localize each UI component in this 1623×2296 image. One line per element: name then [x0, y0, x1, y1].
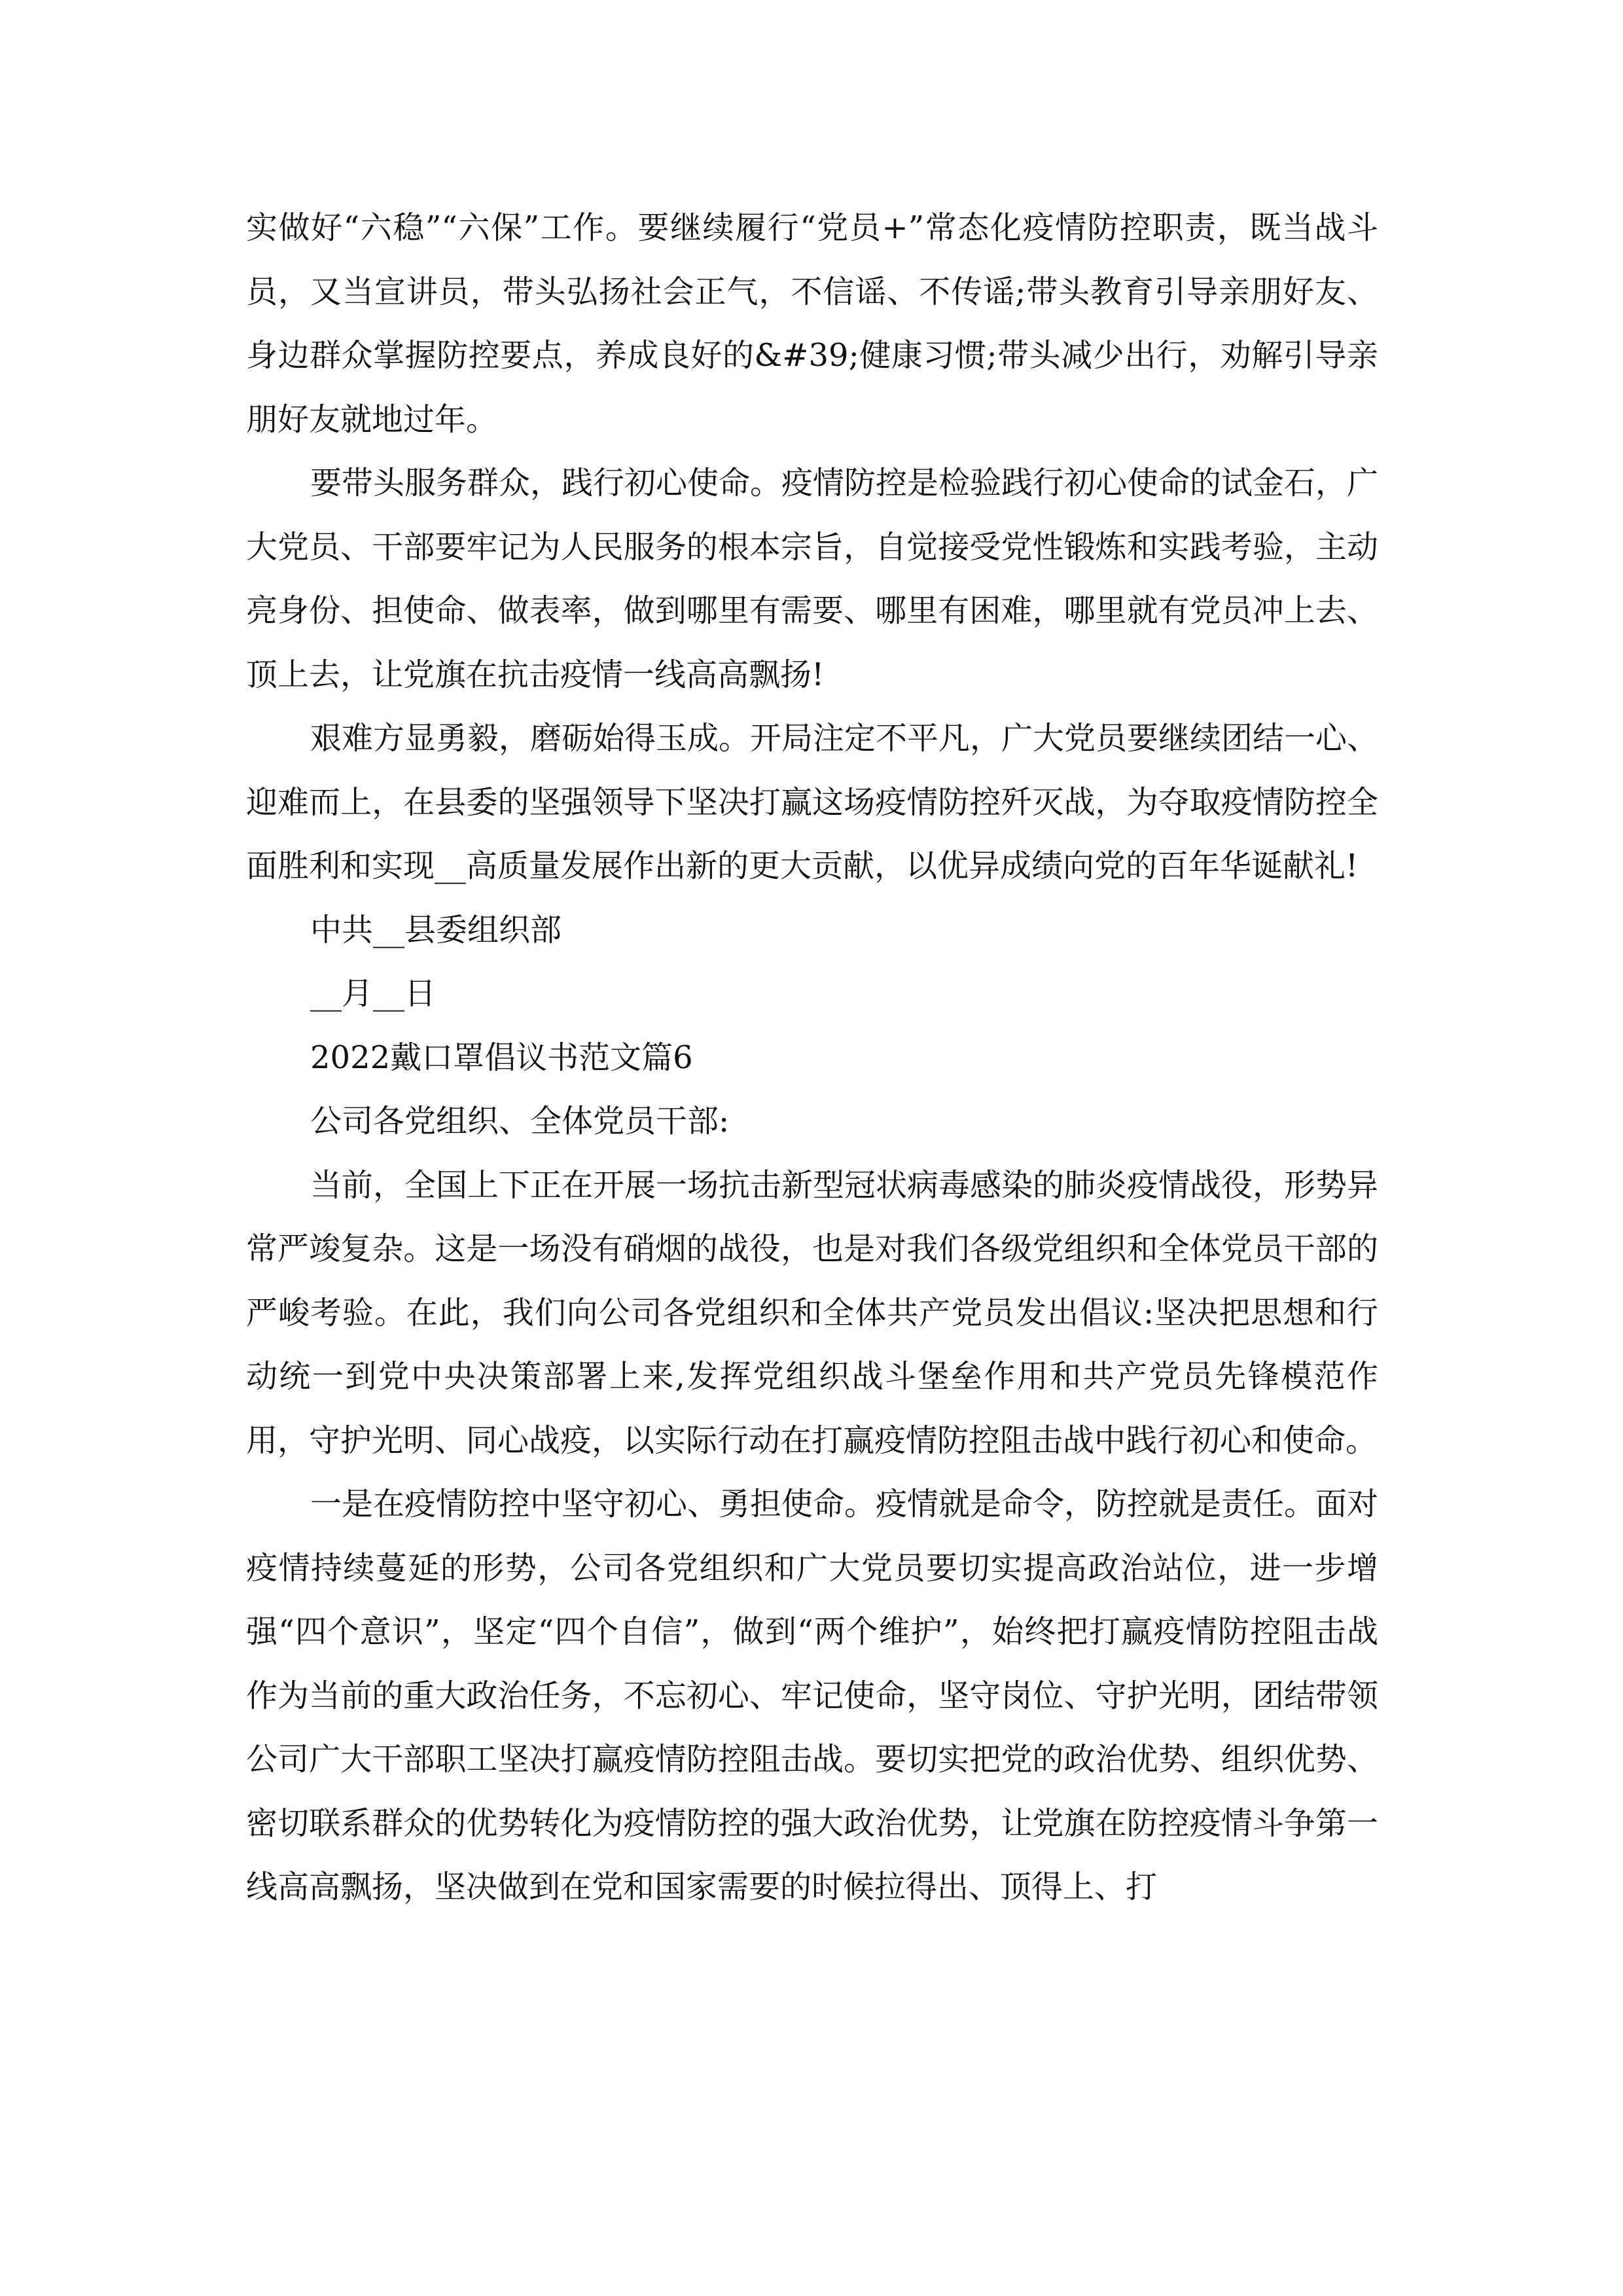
- paragraph-continuation: 实做好“六稳”“六保”工作。要继续履行“党员+”常态化疫情防控职责，既当战斗员，又当宣讲员，带头弘扬社会正气，不信谣、不传谣;带头教育引导亲朋好友、身边群众掌握防控要点，养成良好的&#39;健康习惯;带头减少出行，劝解引导亲朋好友就地过年。: [246, 209, 1378, 438]
- paragraph-serve-masses: 要带头服务群众，践行初心使命。疫情防控是检验践行初心使命的试金石，广大党员、干部要牢记为人民服务的根本宗旨，自觉接受党性锻炼和实践考验，主动亮身份、担使命、做表率，做到哪里有需要、哪里有困难，哪里就有党员冲上去、顶上去，让党旗在抗击疫情一线高高飘扬!: [246, 465, 1379, 693]
- section-title: 2022戴口罩倡议书范文篇6: [310, 1039, 693, 1076]
- paragraph-current-situation: 当前，全国上下正在开展一场抗击新型冠状病毒感染的肺炎疫情战役，形势异常严竣复杂。这是一场没有硝烟的战役，也是对我们各级党组织和全体党员干部的严峻考验。在此，我们向公司各党组织和全体共产党员发出倡议:坚决把思想和行动统一到党中央决策部署上来,发挥党组织战斗堡垒作用和共产党员先锋模范作用，守护光明、同心战疫，以实际行动在打赢疫情防控阻击战中践行初心和使命。: [246, 1166, 1379, 1459]
- signature-date: __月__日: [310, 975, 437, 1012]
- paragraph-point-one: 一是在疫情防控中坚守初心、勇担使命。疫情就是命令，防控就是责任。面对疫情持续蔓延的形势，公司各党组织和广大党员要切实提高政治站位，进一步增强“四个意识”，坚定“四个自信”，做到“两个维护”，始终把打赢疫情防控阻击战作为当前的重大政治任务，不忘初心、牢记使命，坚守岗位、守护光明，团结带领公司广大干部职工坚决打赢疫情防控阻击战。要切实把党的政治优势、组织优势、密切联系群众的优势转化为疫情防控的强大政治优势，让党旗在防控疫情斗争第一线高高飘扬，坚决做到在党和国家需要的时候拉得出、顶得上、打: [246, 1486, 1379, 1905]
- signature-organization: 中共__县委组织部: [310, 911, 562, 948]
- paragraph-closing-call: 艰难方显勇毅，磨砺始得玉成。开局注定不平凡，广大党员要继续团结一心、迎难而上，在县委的坚强领导下坚决打赢这场疫情防控歼灭战，为夺取疫情防控全面胜利和实现__高质量发展作出新的更大贡献，以优异成绩向党的百年华诞献礼!: [246, 720, 1379, 884]
- salutation: 公司各党组织、全体党员干部:: [310, 1103, 730, 1139]
- document-page: [246, 196, 1378, 1920]
